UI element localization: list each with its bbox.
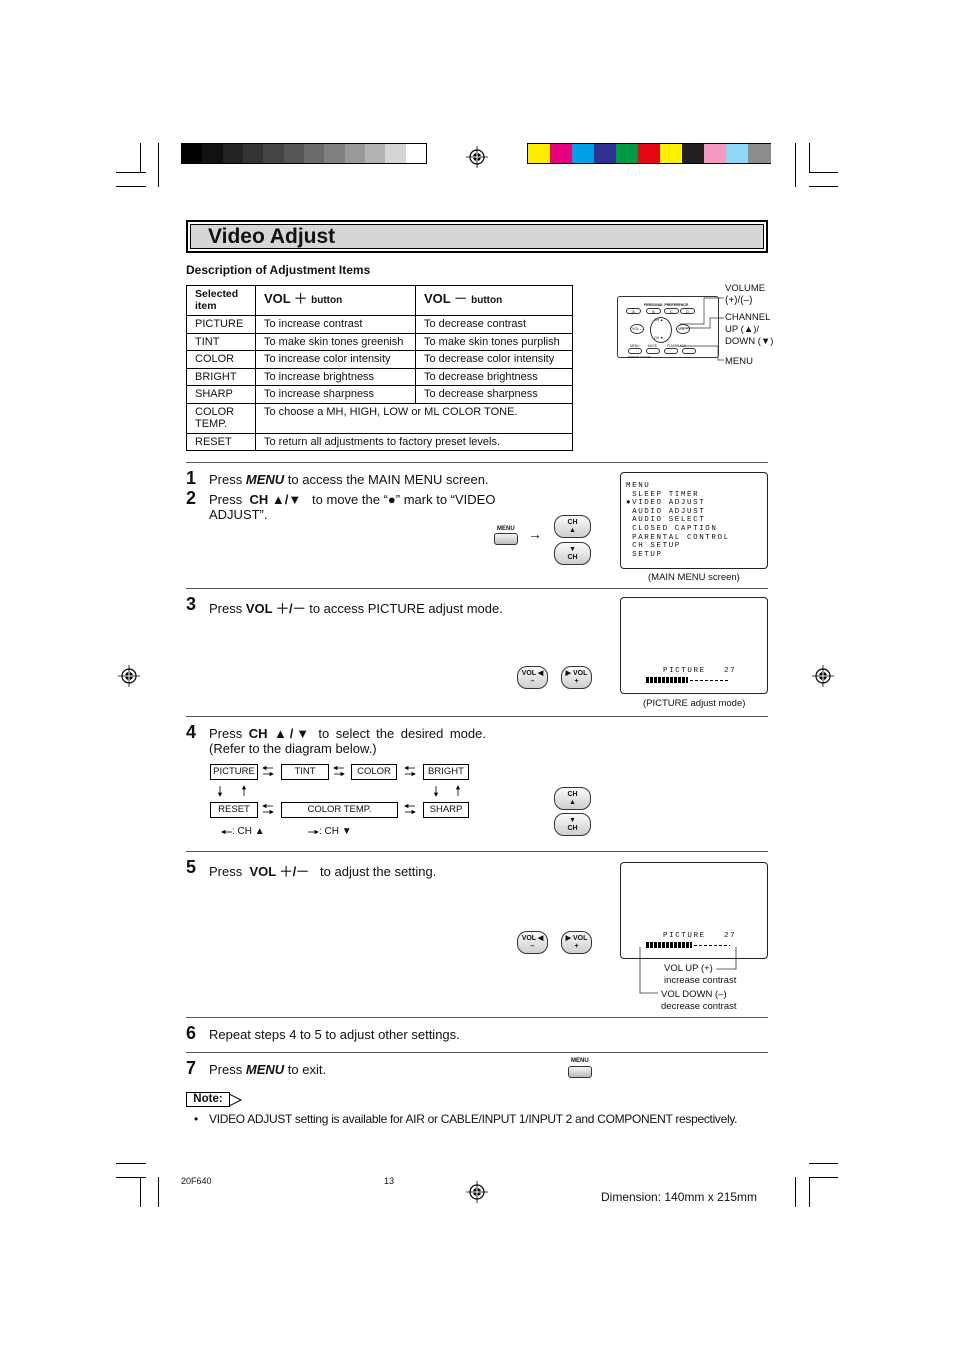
picture-value: 27 [724,667,737,675]
step-number: 4 [186,722,197,742]
main-menu-caption: (MAIN MENU screen) [648,572,740,583]
table-row: TINT To make skin tones greenish To make skin tones purplish [187,333,573,351]
note-bullet: • [194,1112,199,1126]
key-b: B [646,308,661,314]
crop-mark [809,1163,838,1164]
ch-up-button[interactable]: CH ▲ [554,787,591,810]
crop-mark [116,172,146,173]
main-menu-item: SLEEP TIMER [626,490,700,499]
arrow-right-icon: → [528,526,542,542]
main-menu-item: CH SETUP [626,542,681,551]
section-divider [186,588,768,589]
ch-down-button[interactable]: ▼ CH [554,813,591,836]
crop-mark [158,1177,159,1207]
main-menu-item: MENU [626,482,651,490]
remote-flashback-key [664,348,678,354]
legend-ch-up: : CH ▲ [232,826,265,837]
header-selected-item: Selected item [187,286,256,316]
crop-mark [809,1177,838,1178]
mode-bright: BRIGHT [423,764,469,780]
note-text: VIDEO ADJUST setting is available for AIR or CABLE/INPUT 1/INPUT 2 and COMPONENT respectively. [209,1112,738,1126]
mode-sharp: SHARP [423,802,469,818]
page-number: 13 [384,1176,395,1186]
main-menu-item: PARENTAL CONTROL [626,533,730,542]
mode-reset: RESET [210,802,258,818]
registration-target-icon [118,665,140,687]
step-5-text: Press VOL ＋/－ to adjust the setting. [209,864,437,879]
header-vol-plus: VOL ＋ button [256,286,416,316]
step-2-text-cont: ADJUST”. [209,507,268,522]
table-row: RESET To return all adjustments to factory preset levels. [187,433,573,451]
note-label: Note: [186,1092,230,1107]
gray-swatch [223,144,244,163]
table-row: SHARP To increase sharpness To decrease sharpness [187,386,573,404]
step-number: 7 [186,1058,197,1078]
main-menu-item: AUDIO SELECT [626,516,706,525]
ch-down-button[interactable]: ▼ CH [554,542,591,565]
crop-mark [116,1163,146,1164]
key-d: D [680,308,695,314]
main-menu-item: CLOSED CAPTION [626,524,718,533]
header-vol-minus: VOL － button [416,286,573,316]
remote-power-label: POWER ON/OFF [628,355,652,359]
section-divider [186,716,768,717]
table-header-row [187,286,573,316]
vol-minus-button[interactable]: VOL ◀ – [517,666,548,689]
crop-mark [158,143,159,187]
color-swatch [550,144,573,163]
gray-swatch [385,144,406,163]
legend-ch-down: : CH ▼ [319,826,352,837]
crop-mark [809,186,838,187]
key-c: C [664,308,679,314]
picture-adjust-caption: (PICTURE adjust mode) [643,698,746,709]
color-swatch [704,144,727,163]
color-swatch [528,144,551,163]
gray-swatch [304,144,325,163]
picture-level-bar-fill [646,677,688,683]
crop-mark [116,1177,146,1178]
ch-up-button[interactable]: CH ▲ [554,515,591,538]
crop-mark [809,143,810,173]
gray-swatch [263,144,284,163]
step-1-text: Press MENU to access the MAIN MENU screen. [209,472,489,487]
step-7-text: Press MENU to exit. [209,1062,327,1077]
color-swatch [594,144,617,163]
remote-label-channel: CHANNEL [725,312,771,323]
main-menu-item: AUDIO ADJUST [626,507,706,516]
step-4-text-cont: (Refer to the diagram below.) [209,741,377,756]
remote-ch-down-key: CH ▼ [654,336,664,340]
gray-swatch [243,144,264,163]
menu-button-label: MENU [571,1058,589,1064]
remote-flashback-label: FLASHBACK [667,344,686,348]
gray-swatch [202,144,223,163]
picture-level-bar-empty [690,680,730,681]
remote-label-volume-symbols: (+)/(–) [725,295,753,306]
vol-plus-button[interactable]: ▶ VOL + [561,666,592,689]
gray-swatch [182,144,203,163]
crop-mark [809,172,838,173]
remote-ch-up-key: CH ▲ [654,318,664,322]
picture-label: PICTURE [663,932,706,940]
main-menu-item: SETUP [626,550,663,559]
remote-vol-minus-key: VOL – [630,324,644,334]
remote-vol-plus-key: VOL + [676,324,690,334]
crop-mark [140,1177,141,1207]
color-calibration-strip [527,143,771,164]
step-number: 3 [186,594,197,614]
gray-swatch [365,144,386,163]
registration-target-icon [812,665,834,687]
remote-mute-label: MUTE [648,344,658,348]
mode-color: COLOR [351,764,397,780]
color-swatch [660,144,683,163]
picture-label: PICTURE [663,667,706,675]
key-a: A [626,308,641,314]
remote-label-channel-up: UP (▲)/ [725,324,760,335]
section-divider [186,851,768,852]
color-swatch [726,144,749,163]
remote-menu-label: MENU [630,344,640,348]
color-swatch [616,144,639,163]
step-6-text: Repeat steps 4 to 5 to adjust other settings. [209,1027,460,1042]
crop-mark [809,1177,810,1207]
table-row: BRIGHT To increase brightness To decrease brightness [187,368,573,386]
gray-swatch [284,144,305,163]
section-divider [186,462,768,463]
mode-tint: TINT [281,764,329,780]
adjustment-items-table [186,285,573,451]
page-title-bar [186,220,768,253]
section-divider [186,1052,768,1053]
step-4-text: Press CH ▲/▼ to select the desired mode. [209,726,486,741]
table-row: COLOR To increase color intensity To decrease color intensity [187,351,573,369]
table-row: PICTURE To increase contrast To decrease contrast [187,316,573,334]
menu-button-label: MENU [497,526,515,532]
remote-label-volume: VOLUME [725,283,766,294]
step-2-text: Press CH ▲/▼ to move the “●” mark to “VIDEO [209,492,496,507]
registration-target-icon [466,146,488,168]
main-menu-item: ●VIDEO ADJUST [626,499,706,508]
vol-up-callout: VOL UP (+) increase contrast [664,963,737,986]
crop-mark [795,143,796,187]
crop-mark [140,143,141,173]
gray-swatch [345,144,366,163]
model-number: 20F640 [181,1176,212,1186]
step-number: 5 [186,857,197,877]
remote-label-menu: MENU [725,356,753,367]
menu-button[interactable] [568,1066,592,1078]
picture-value: 27 [724,932,737,940]
remote-label-channel-down: DOWN (▼) [725,336,774,347]
vol-minus-button[interactable]: VOL ◀ – [517,931,548,954]
main-menu-list [626,482,730,559]
step-number: 2 [186,488,197,508]
step-3-text: Press VOL ＋/－ to access PICTURE adjust mode. [209,601,503,616]
vol-plus-button[interactable]: ▶ VOL + [561,931,592,954]
mode-color-temp: COLOR TEMP. [281,802,398,818]
section-divider [186,1017,768,1018]
crop-mark [795,1177,796,1207]
step-number: 1 [186,468,197,488]
vol-down-callout: VOL DOWN (–) decrease contrast [661,989,737,1012]
section-heading: Description of Adjustment Items [186,263,371,277]
step-number: 6 [186,1023,197,1043]
color-swatch [572,144,595,163]
crop-mark [116,186,146,187]
remote-callout-lines [680,294,726,364]
menu-button[interactable] [494,533,518,545]
gray-swatch [324,144,345,163]
remote-mute-key [646,348,660,354]
color-swatch [682,144,705,163]
page-title: Video Adjust [208,225,336,248]
dimension-note: Dimension: 140mm x 215mm [601,1190,758,1204]
gray-swatch [406,144,427,163]
note-arrow-icon [229,1093,243,1107]
table-row: COLOR TEMP. To choose a MH, HIGH, LOW or ML COLOR TONE. [187,403,573,433]
grayscale-calibration-strip [181,143,427,164]
registration-target-icon [466,1181,488,1203]
color-swatch [638,144,661,163]
remote-menu-key [628,348,642,354]
personal-preference-label: PERSONAL PREFERENCE [644,303,689,307]
color-swatch [748,144,771,163]
mode-picture: PICTURE [210,764,258,780]
